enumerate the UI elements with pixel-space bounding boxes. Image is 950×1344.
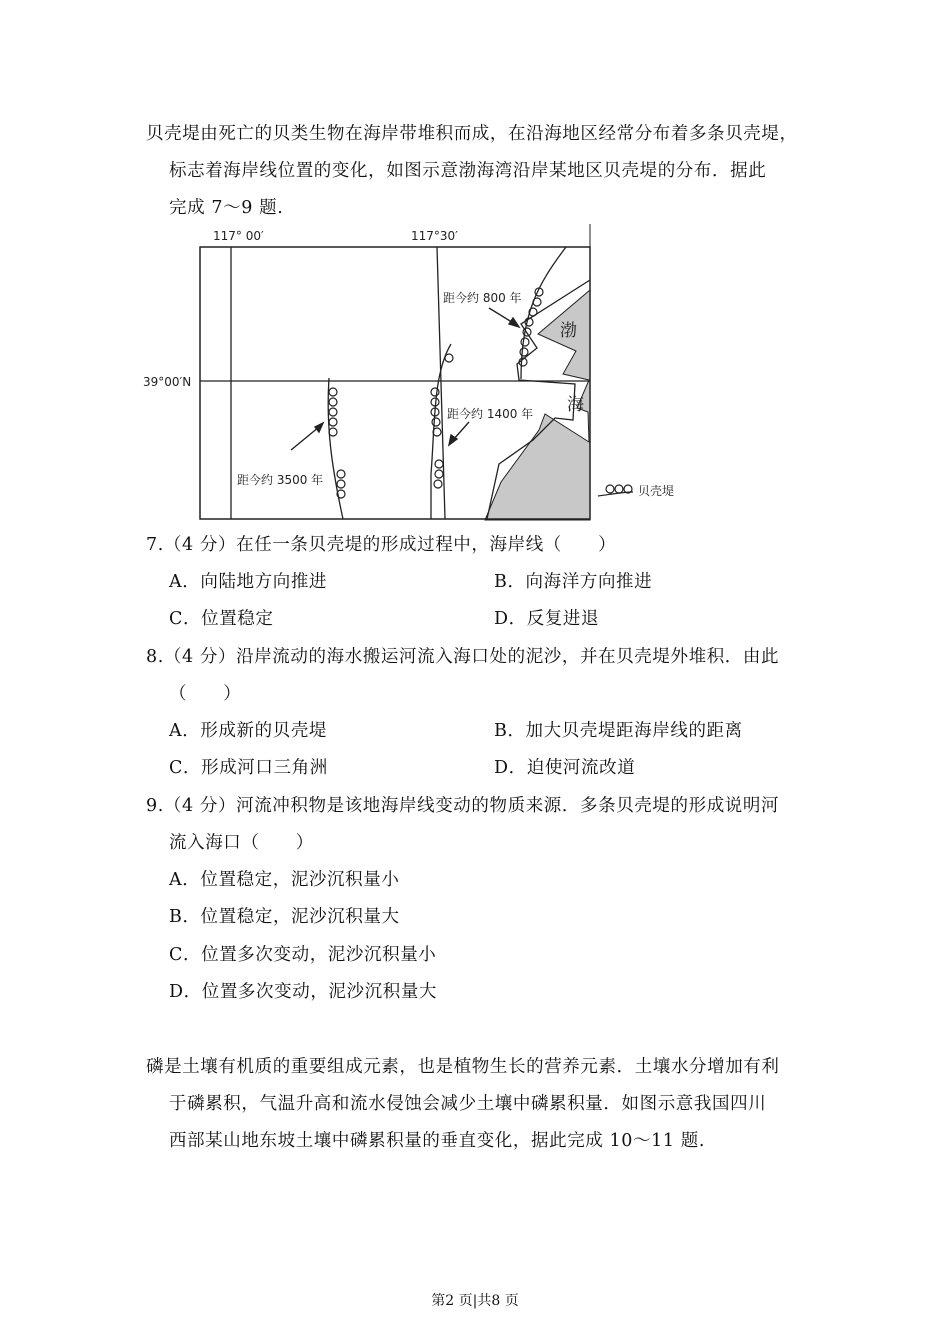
map-figure <box>143 224 723 524</box>
q7-option-c: C．位置稳定 <box>169 609 274 629</box>
q9-stem-line1: 9.（4 分）河流冲积物是该地海岸线变动的物质来源．多条贝壳堤的形成说明河 <box>146 796 780 816</box>
shell-symbols-3500 <box>329 388 345 498</box>
q9-option-d: D．位置多次变动，泥沙沉积量大 <box>169 982 438 1002</box>
sea-area <box>485 224 590 520</box>
intro1-line3: 完成 7～9 题. <box>169 198 284 218</box>
q9-stem-line2: 流入海口（ ） <box>169 833 314 853</box>
q8-option-c: C．形成河口三角洲 <box>169 758 328 778</box>
label-1400-years: 距今约 1400 年 <box>447 407 534 421</box>
q8-option-a: A．形成新的贝壳堤 <box>169 721 328 741</box>
q7-option-b: B．向海洋方向推进 <box>494 572 653 592</box>
intro1-line2: 标志着海岸线位置的变化，如图示意渤海湾沿岸某地区贝壳堤的分布．据此 <box>169 161 767 181</box>
arrows <box>291 308 519 450</box>
q7-option-d: D．反复进退 <box>494 609 600 629</box>
label-lon-117-30: 117°30′ <box>411 229 458 243</box>
q7-stem: 7.（4 分）在任一条贝壳堤的形成过程中，海岸线（ ） <box>146 535 617 555</box>
legend-label: 贝壳堤 <box>638 484 675 498</box>
page-footer: 第2 页|共8 页 <box>431 1293 519 1309</box>
label-bo: 渤 <box>560 321 577 341</box>
q8-option-d: D．迫使河流改道 <box>494 758 636 778</box>
shell-ridge-map <box>143 224 723 524</box>
label-3500-years: 距今约 3500 年 <box>237 473 324 487</box>
label-lat-39-00: 39°00′N <box>143 375 192 389</box>
intro2-line2: 于磷累积，气温升高和流水侵蚀会减少土壤中磷累积量．如图示意我国四川 <box>169 1094 767 1114</box>
q8-stem-line1: 8.（4 分）沿岸流动的海水搬运河流入海口处的泥沙，并在贝壳堤外堆积．由此 <box>146 647 780 667</box>
q8-stem-line2: （ ） <box>169 684 242 704</box>
legend-symbol <box>598 485 633 496</box>
q9-option-b: B．位置稳定，泥沙沉积量大 <box>169 907 400 927</box>
intro1-line1: 贝壳堤由死亡的贝类生物在海岸带堆积而成，在沿海地区经常分布着多条贝壳堤， <box>146 124 798 144</box>
ridge-800-line <box>521 247 566 379</box>
q9-option-a: A．位置稳定，泥沙沉积量小 <box>169 870 400 890</box>
intro2-line1: 磷是土壤有机质的重要组成元素，也是植物生长的营养元素．土壤水分增加有利 <box>146 1057 780 1077</box>
q7-option-a: A．向陆地方向推进 <box>169 572 328 592</box>
label-hai: 海 <box>567 395 584 415</box>
label-lon-117-00: 117° 00′ <box>213 229 264 243</box>
q9-option-c: C．位置多次变动，泥沙沉积量小 <box>169 945 437 965</box>
label-800-years: 距今约 800 年 <box>443 291 522 305</box>
q8-option-b: B．加大贝壳堤距海岸线的距离 <box>494 721 743 741</box>
intro2-line3: 西部某山地东坡土壤中磷累积量的垂直变化，据此完成 10～11 题. <box>169 1131 706 1151</box>
